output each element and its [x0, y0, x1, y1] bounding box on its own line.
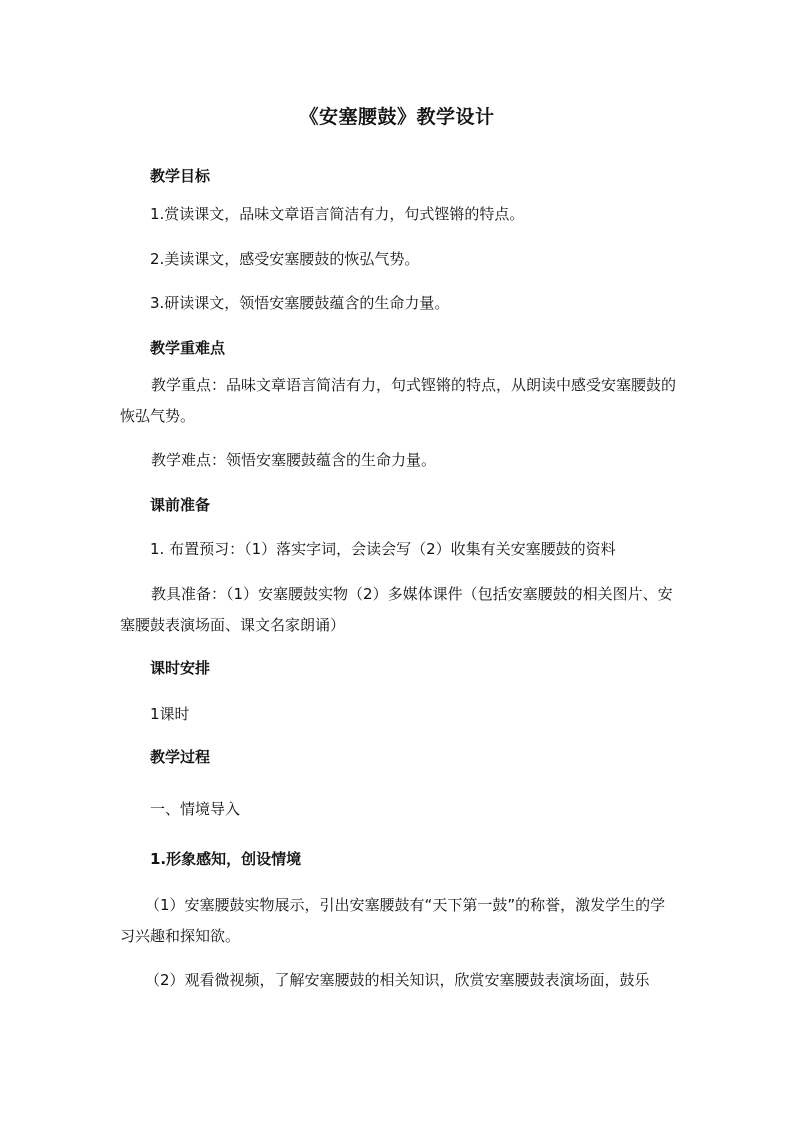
process-paragraph-1: （1）安塞腰鼓实物展示，引出安塞腰鼓有“天下第一鼓”的称誉，激发学生的学习兴趣和探知欲。 — [120, 896, 666, 945]
objective-item-2: 2.美读课文，感受安塞腰鼓的恢弘气势。 — [150, 250, 420, 268]
process-step-1: 1.形象感知，创设情境 — [150, 850, 302, 868]
objective-item-3: 3.研读课文，领悟安塞腰鼓蕴含的生命力量。 — [150, 294, 450, 312]
process-part-1: 一、情境导入 — [150, 800, 241, 818]
schedule-value: 1课时 — [150, 705, 190, 723]
preparation-preview: 1. 布置预习：（1）落实字词，会读会写（2）收集有关安塞腰鼓的资料 — [150, 540, 616, 558]
section-heading-preparation: 课前准备 — [150, 496, 211, 514]
preparation-tools: 教具准备：（1）安塞腰鼓实物（2）多媒体课件（包括安塞腰鼓的相关图片、安塞腰鼓表演场面、课文名家朗诵） — [120, 585, 673, 634]
section-heading-process: 教学过程 — [150, 748, 211, 766]
key-point-difficulty: 教学难点：领悟安塞腰鼓蕴含的生命力量。 — [151, 451, 437, 469]
process-paragraph-2: （2）观看微视频，了解安塞腰鼓的相关知识，欣赏安塞腰鼓表演场面，鼓乐 — [145, 971, 650, 989]
section-heading-objectives: 教学目标 — [150, 167, 211, 185]
section-heading-schedule: 课时安排 — [150, 659, 211, 677]
key-point-focus: 教学重点：品味文章语言简洁有力，句式铿锵的特点，从朗读中感受安塞腰鼓的恢弘气势。 — [120, 376, 677, 425]
objective-item-1: 1.赏读课文，品味文章语言简洁有力，句式铿锵的特点。 — [150, 205, 525, 223]
document-title: 《安塞腰鼓》教学设计 — [299, 106, 495, 128]
section-heading-key-points: 教学重难点 — [150, 339, 226, 357]
